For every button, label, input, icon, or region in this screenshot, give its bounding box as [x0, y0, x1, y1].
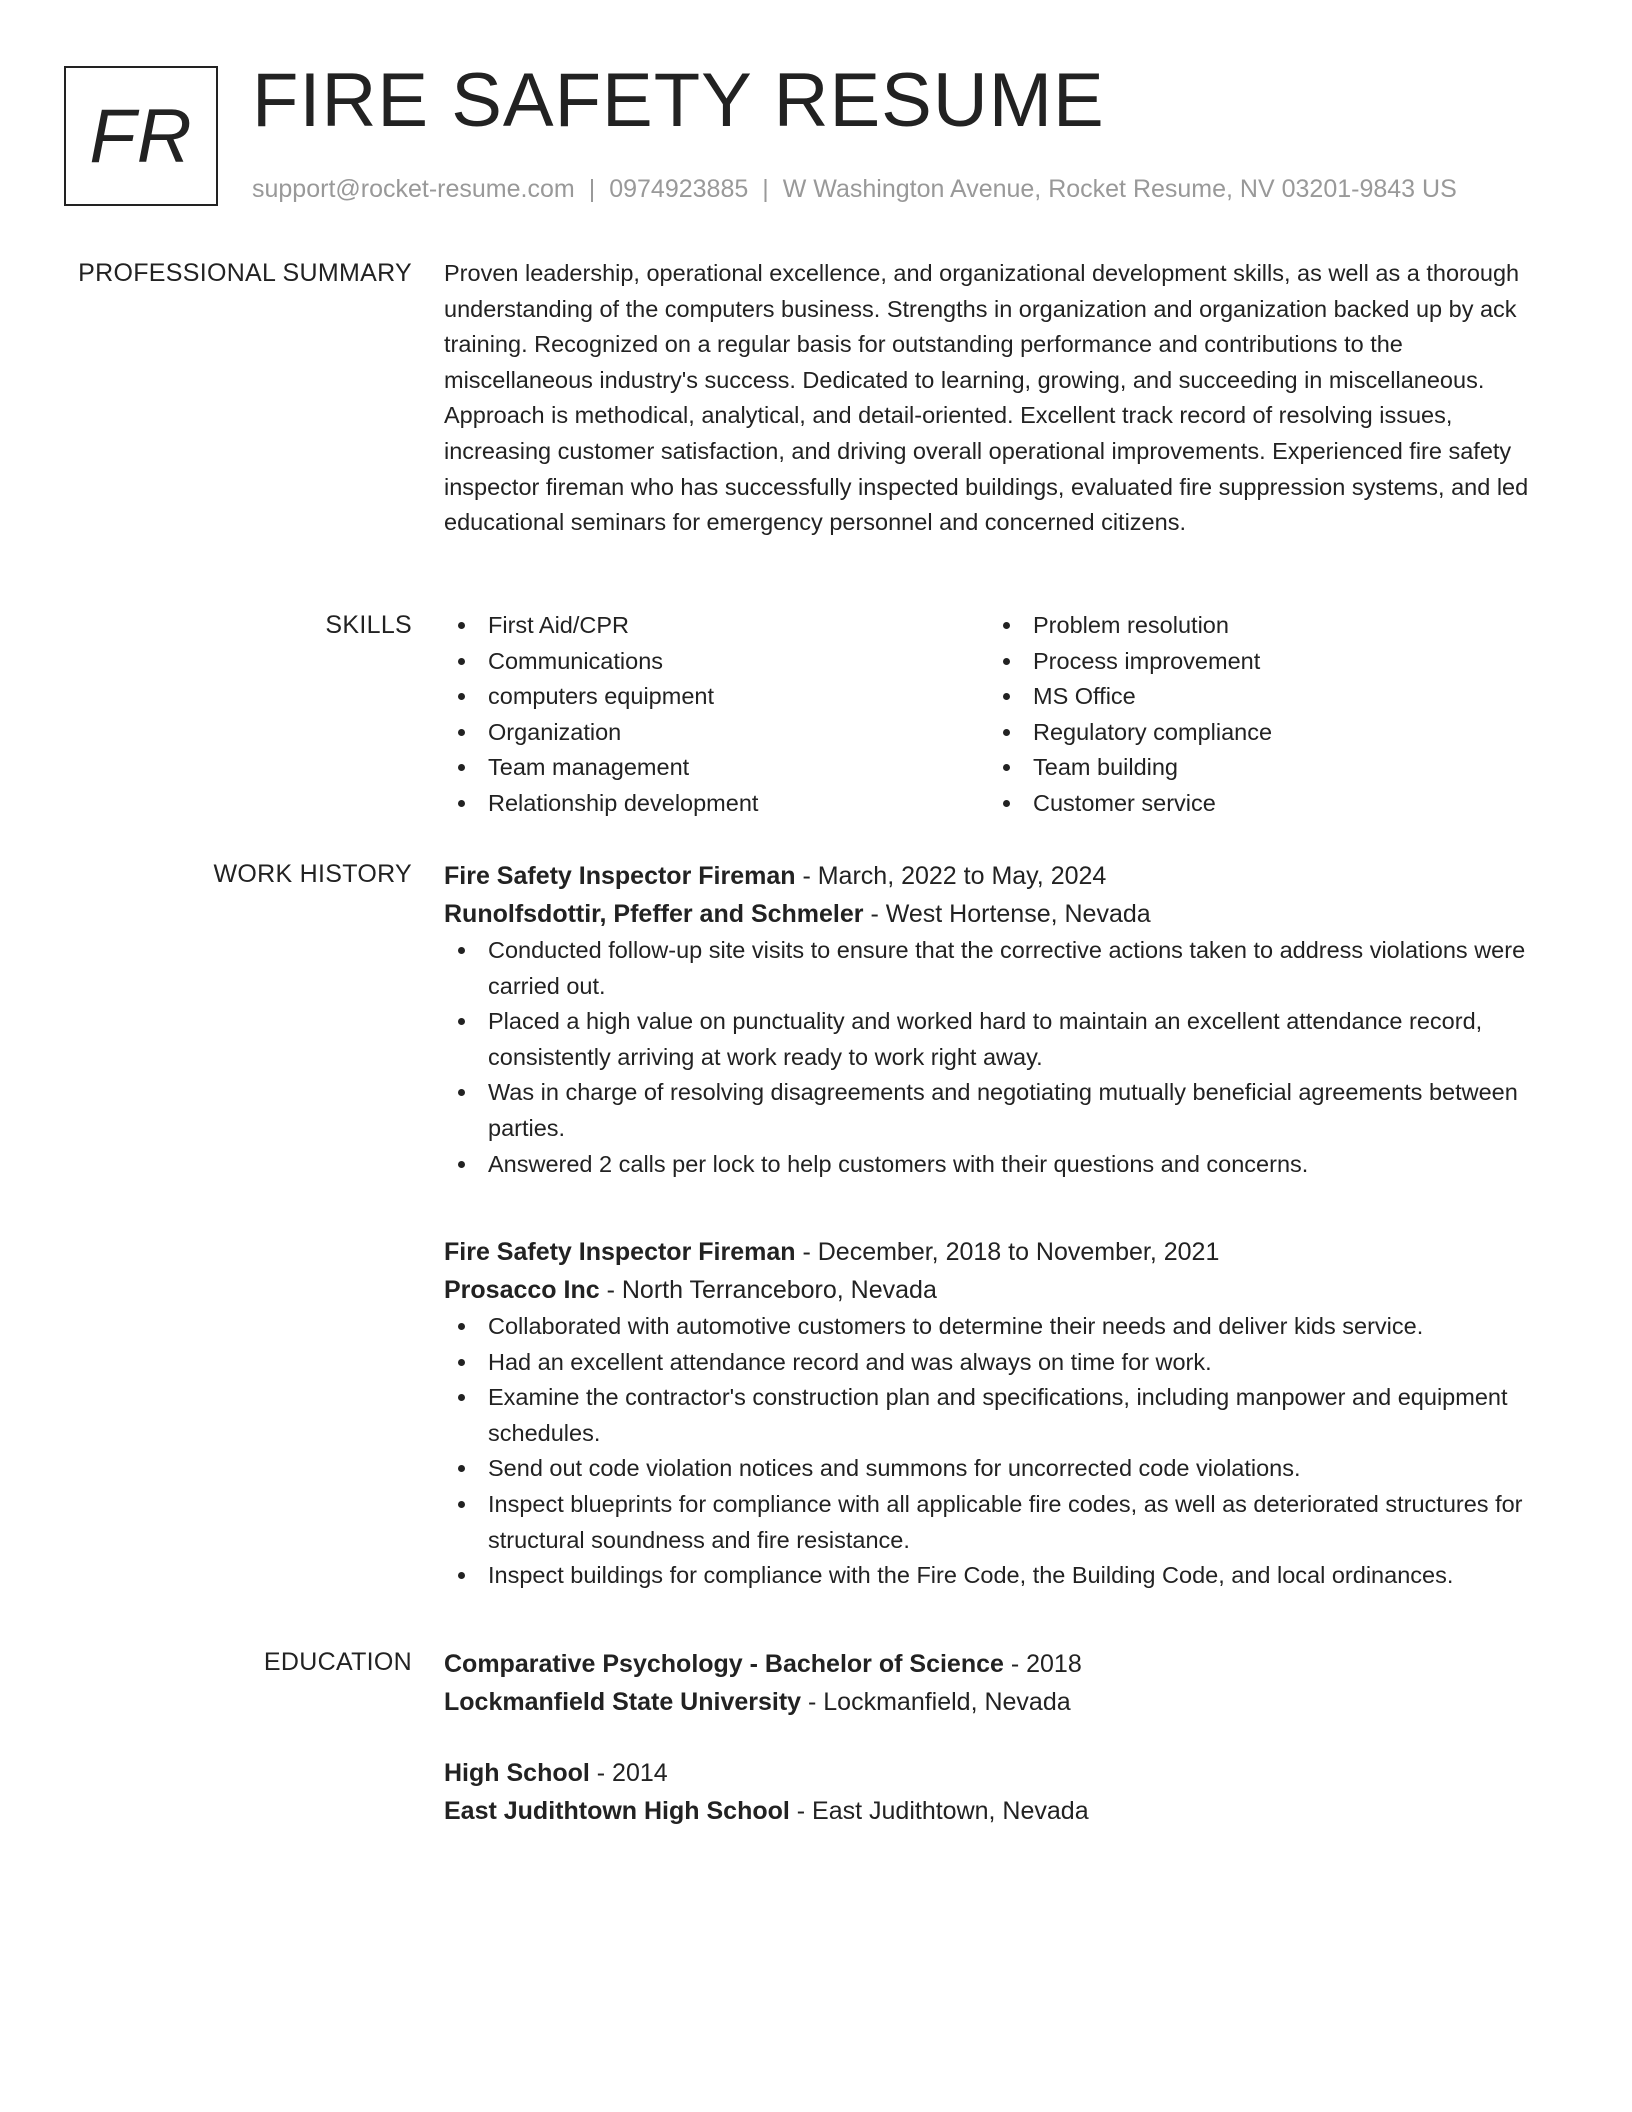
skill-item: Team building	[989, 750, 1534, 786]
education-entry	[444, 1645, 1554, 1721]
job-duties-list	[444, 1309, 1554, 1594]
skill-item: Problem resolution	[989, 608, 1534, 644]
job-duty: Placed a high value on punctuality and worked hard to maintain an excellent attendance record, consistently arriving at work ready to work right away.	[444, 1004, 1554, 1075]
work-history-heading: WORK HISTORY	[213, 860, 412, 888]
contact-email: support@rocket-resume.com	[252, 175, 575, 203]
job-duties-list	[444, 933, 1554, 1182]
skill-item: Customer service	[989, 786, 1534, 822]
skill-item: First Aid/CPR	[444, 608, 989, 644]
education-degree: Comparative Psychology - Bachelor of Science	[444, 1650, 1004, 1678]
education-degree-line	[444, 1645, 1554, 1683]
skill-item: Team management	[444, 750, 989, 786]
job-title: Fire Safety Inspector Fireman	[444, 862, 796, 890]
job-company-line	[444, 895, 1554, 933]
education-school-line	[444, 1792, 1554, 1830]
job-company: Prosacco Inc	[444, 1276, 600, 1304]
job-duty: Answered 2 calls per lock to help customers with their questions and concerns.	[444, 1147, 1554, 1183]
education-heading: EDUCATION	[263, 1648, 412, 1676]
monogram-initials: FR	[89, 93, 193, 179]
contact-phone: 0974923885	[609, 175, 749, 203]
job-duty: Inspect buildings for compliance with the Fire Code, the Building Code, and local ordinances.	[444, 1558, 1554, 1594]
education-school: Lockmanfield State University	[444, 1688, 802, 1716]
job-duty: Collaborated with automotive customers to determine their needs and deliver kids service.	[444, 1309, 1554, 1345]
education-degree: High School	[444, 1759, 590, 1787]
skill-item: computers equipment	[444, 679, 989, 715]
job-duty: Had an excellent attendance record and was always on time for work.	[444, 1345, 1554, 1381]
skills-body	[444, 608, 1554, 822]
job-title-line	[444, 857, 1554, 895]
skills-heading: SKILLS	[325, 611, 412, 639]
job-company-line	[444, 1271, 1554, 1309]
job-title-line	[444, 1233, 1554, 1271]
job-duty: Examine the contractor's construction plan and specifications, including manpower and equipment schedules.	[444, 1380, 1554, 1451]
contact-separator: |	[762, 175, 769, 203]
job-dates: - December, 2018 to November, 2021	[795, 1238, 1220, 1266]
job-location: - North Terranceboro, Nevada	[599, 1276, 937, 1304]
education-location: - East Judithtown, Nevada	[789, 1797, 1089, 1825]
education-degree-line	[444, 1754, 1554, 1792]
education-location: - Lockmanfield, Nevada	[801, 1688, 1071, 1716]
skills-column-left	[444, 608, 989, 822]
skill-item: Regulatory compliance	[989, 715, 1534, 751]
monogram-box	[64, 66, 218, 206]
job-company: Runolfsdottir, Pfeffer and Schmeler	[444, 900, 864, 928]
skill-item: Communications	[444, 644, 989, 680]
contact-separator: |	[588, 175, 596, 203]
contact-line	[252, 172, 1457, 206]
job-duty: Conducted follow-up site visits to ensure that the corrective actions taken to address violations were carried out.	[444, 933, 1554, 1004]
job-duty: Was in charge of resolving disagreements and negotiating mutually beneficial agreements between parties.	[444, 1075, 1554, 1146]
education-school: East Judithtown High School	[444, 1797, 790, 1825]
job-location: - West Hortense, Nevada	[863, 900, 1151, 928]
skill-item: Process improvement	[989, 644, 1534, 680]
education-year: - 2014	[589, 1759, 668, 1787]
skill-item: MS Office	[989, 679, 1534, 715]
skill-item: Relationship development	[444, 786, 989, 822]
job-title: Fire Safety Inspector Fireman	[444, 1238, 796, 1266]
summary-text: Proven leadership, operational excellence, and organizational development skills, as well as a thorough understanding of the computers business. Strengths in organization and organization backed up by ack training. Recognized on a regular basis for outstanding performance and contributions to the miscellaneous industry's success. Dedicated to learning, growing, and succeeding in miscellaneous. Approach is methodical, analytical, and detail-oriented. Excellent track record of resolving issues, increasing customer satisfaction, and driving overall operational improvements. Experienced fire safety inspector fireman who has successfully inspected buildings, evaluated fire suppression systems, and led educational seminars for emergency personnel and concerned citizens.	[444, 260, 1529, 536]
job-dates: - March, 2022 to May, 2024	[795, 862, 1107, 890]
summary-body	[444, 256, 1554, 541]
resume-title: FIRE SAFETY RESUME	[252, 58, 1105, 143]
job-duty: Inspect blueprints for compliance with all applicable fire codes, as well as deteriorated structures for structural soundness and fire resistance.	[444, 1487, 1554, 1558]
education-entry	[444, 1754, 1554, 1830]
job-duty: Send out code violation notices and summons for uncorrected code violations.	[444, 1451, 1554, 1487]
job-entry	[444, 857, 1554, 1182]
job-entry	[444, 1233, 1554, 1594]
summary-heading: PROFESSIONAL SUMMARY	[78, 259, 412, 287]
skill-item: Organization	[444, 715, 989, 751]
education-year: - 2018	[1003, 1650, 1082, 1678]
education-school-line	[444, 1683, 1554, 1721]
contact-address: W Washington Avenue, Rocket Resume, NV 03201-9843 US	[782, 175, 1457, 203]
skills-column-right	[989, 608, 1534, 822]
